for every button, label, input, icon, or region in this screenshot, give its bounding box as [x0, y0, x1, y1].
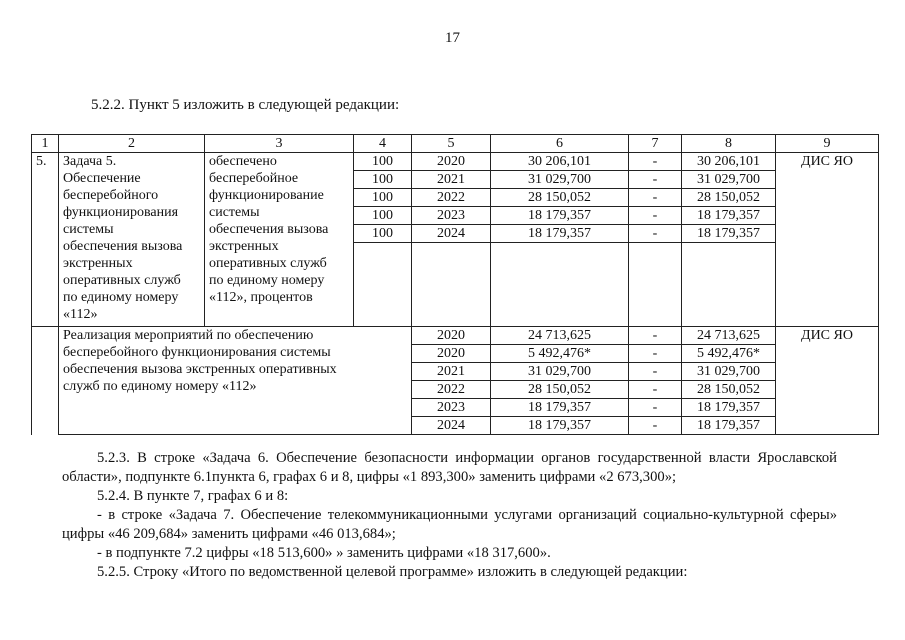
year-cell: 2022	[412, 189, 491, 207]
activity-line: служб по единому номеру «112»	[63, 379, 257, 394]
header-cell: 6	[491, 135, 629, 153]
total-cell: 5 492,476*	[682, 345, 776, 363]
total-cell: 18 179,357	[682, 225, 776, 243]
dash-cell: -	[629, 189, 682, 207]
indicator-line: бесперебойное	[209, 171, 299, 186]
year-cell: 2021	[412, 363, 491, 381]
paragraph-task7-line1: - в строке «Задача 7. Обеспечение телекоммуникационными услугами организаций социально-культурной сферы»	[97, 507, 837, 523]
year-cell: 2021	[412, 171, 491, 189]
year-cell: 2020	[412, 153, 491, 171]
indicator-line: оперативных служб	[209, 256, 327, 271]
activity-line: бесперебойного функционирования системы	[63, 345, 331, 360]
year-cell: 2023	[412, 207, 491, 225]
dash-cell: -	[629, 171, 682, 189]
indicator-line: системы	[209, 205, 260, 220]
task-number: 5.	[32, 153, 59, 327]
indicator-value: 100	[354, 153, 412, 171]
section-heading: 5.2.2. Пункт 5 изложить в следующей редакции:	[91, 97, 400, 113]
indicator-line: обеспечено	[209, 154, 277, 169]
activity-line: обеспечения вызова экстренных оперативных	[63, 362, 337, 377]
task-name	[59, 153, 205, 327]
empty-cell	[412, 243, 491, 327]
header-cell: 2	[59, 135, 205, 153]
activity-description	[59, 327, 412, 435]
amount-cell: 18 179,357	[491, 399, 629, 417]
executor-cell: ДИС ЯО	[776, 153, 879, 327]
header-cell: 4	[354, 135, 412, 153]
paragraph-5-2-3-line2: области», подпункте 6.1пункта 6, графах 6 и 8, цифры «1 893,300» заменить цифрами «2 673,300»;	[62, 469, 677, 485]
task-name-line: системы	[63, 222, 114, 237]
year-cell: 2024	[412, 225, 491, 243]
dash-cell: -	[629, 381, 682, 399]
total-cell: 30 206,101	[682, 153, 776, 171]
header-cell: 5	[412, 135, 491, 153]
table-row	[32, 327, 879, 345]
header-cell: 7	[629, 135, 682, 153]
indicator-line: обеспечения вызова	[209, 222, 329, 237]
indicator-line: по единому номеру	[209, 273, 325, 288]
header-cell: 9	[776, 135, 879, 153]
paragraph-7-2: - в подпункте 7.2 цифры «18 513,600» » заменить цифрами «18 317,600».	[97, 545, 551, 561]
paragraph-5-2-5: 5.2.5. Строку «Итого по ведомственной целевой программе» изложить в следующей редакции:	[97, 564, 688, 580]
dash-cell: -	[629, 399, 682, 417]
amount-cell: 31 029,700	[491, 171, 629, 189]
task-indicator	[205, 153, 354, 327]
amount-cell: 18 179,357	[491, 417, 629, 435]
empty-cell	[354, 243, 412, 327]
total-cell: 28 150,052	[682, 189, 776, 207]
program-table	[31, 134, 879, 435]
year-cell: 2022	[412, 381, 491, 399]
table-row	[32, 153, 879, 171]
table-header-row	[32, 135, 879, 153]
amount-cell: 5 492,476*	[491, 345, 629, 363]
empty-number-cell	[32, 327, 59, 435]
total-cell: 18 179,357	[682, 399, 776, 417]
paragraph-5-2-3-line1: 5.2.3. В строке «Задача 6. Обеспечение безопасности информации органов государственной власти Ярославской	[97, 450, 837, 466]
dash-cell: -	[629, 345, 682, 363]
amount-cell: 30 206,101	[491, 153, 629, 171]
dash-cell: -	[629, 417, 682, 435]
indicator-value: 100	[354, 207, 412, 225]
amount-cell: 24 713,625	[491, 327, 629, 345]
dash-cell: -	[629, 153, 682, 171]
indicator-value: 100	[354, 171, 412, 189]
dash-cell: -	[629, 225, 682, 243]
year-cell: 2020	[412, 345, 491, 363]
dash-cell: -	[629, 207, 682, 225]
amount-cell: 18 179,357	[491, 225, 629, 243]
total-cell: 31 029,700	[682, 171, 776, 189]
task-name-line: Обеспечение	[63, 171, 141, 186]
task-name-line: обеспечения вызова	[63, 239, 183, 254]
indicator-value: 100	[354, 189, 412, 207]
task-name-line: по единому номеру	[63, 290, 179, 305]
indicator-line: «112», процентов	[209, 290, 313, 305]
empty-cell	[491, 243, 629, 327]
dash-cell: -	[629, 327, 682, 345]
task-name-line: Задача 5.	[63, 154, 117, 169]
amount-cell: 31 029,700	[491, 363, 629, 381]
header-cell: 3	[205, 135, 354, 153]
amount-cell: 28 150,052	[491, 189, 629, 207]
total-cell: 24 713,625	[682, 327, 776, 345]
indicator-line: экстренных	[209, 239, 279, 254]
year-cell: 2024	[412, 417, 491, 435]
amount-cell: 28 150,052	[491, 381, 629, 399]
paragraph-5-2-4: 5.2.4. В пункте 7, графах 6 и 8:	[97, 488, 289, 504]
amount-cell: 18 179,357	[491, 207, 629, 225]
empty-cell	[629, 243, 682, 327]
task-name-line: функционирования	[63, 205, 179, 220]
header-cell: 8	[682, 135, 776, 153]
task-name-line: экстренных	[63, 256, 133, 271]
year-cell: 2023	[412, 399, 491, 417]
page-number: 17	[445, 30, 460, 46]
paragraph-task7-line2: цифры «46 209,684» заменить цифрами «46 013,684»;	[62, 526, 396, 542]
total-cell: 31 029,700	[682, 363, 776, 381]
dash-cell: -	[629, 363, 682, 381]
indicator-value: 100	[354, 225, 412, 243]
task-name-line: оперативных служб	[63, 273, 181, 288]
total-cell: 28 150,052	[682, 381, 776, 399]
header-cell: 1	[32, 135, 59, 153]
empty-cell	[682, 243, 776, 327]
task-name-line: бесперебойного	[63, 188, 159, 203]
total-cell: 18 179,357	[682, 417, 776, 435]
year-cell: 2020	[412, 327, 491, 345]
total-cell: 18 179,357	[682, 207, 776, 225]
executor-cell: ДИС ЯО	[776, 327, 879, 435]
indicator-line: функционирование	[209, 188, 324, 203]
task-name-line: «112»	[63, 307, 98, 322]
activity-line: Реализация мероприятий по обеспечению	[63, 328, 314, 343]
